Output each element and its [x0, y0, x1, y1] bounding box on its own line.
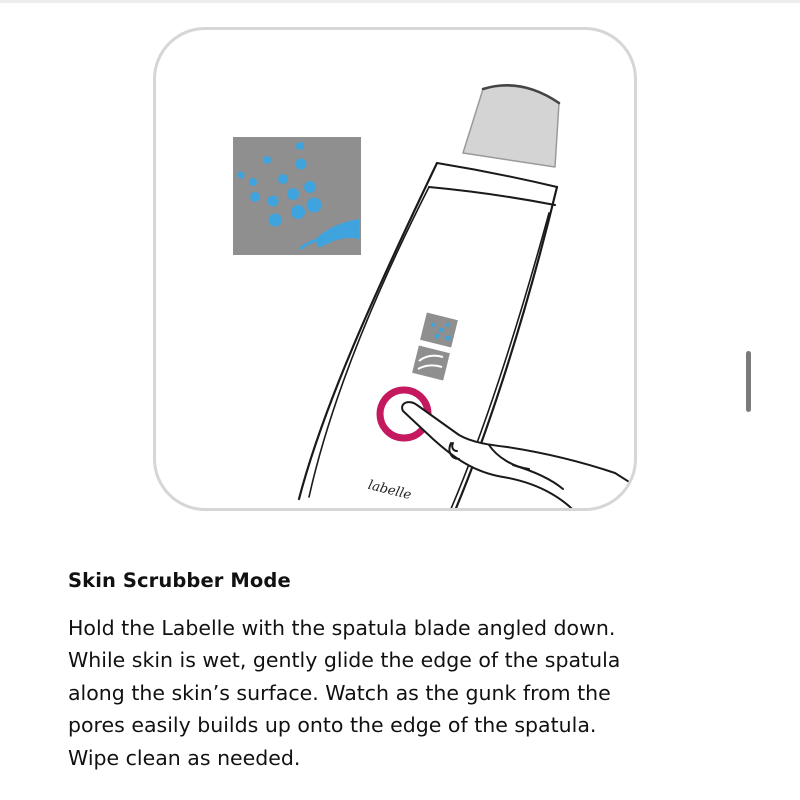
description-line: Wipe clean as needed. — [68, 745, 301, 770]
description-line: along the skin’s surface. Watch as the gunk from the — [68, 680, 611, 705]
finger-press-icon — [402, 402, 637, 511]
scrollbar-thumb[interactable] — [746, 351, 751, 412]
top-divider — [0, 0, 800, 3]
scrubber-mode-icon — [412, 313, 458, 381]
caption-section — [68, 566, 748, 774]
product-illustration-card — [153, 27, 637, 511]
section-title: Skin Scrubber Mode — [68, 569, 291, 592]
description-line: pores easily builds up onto the edge of the spatula. — [68, 713, 597, 738]
water-spray-icon — [233, 137, 361, 255]
description-line: While skin is wet, gently glide the edge of the spatula — [68, 648, 621, 673]
description-line: Hold the Labelle with the spatula blade angled down. — [68, 616, 616, 640]
device-brand-logo: labelle — [366, 477, 413, 504]
section-description — [68, 612, 748, 774]
skin-scrubber-illustration — [153, 27, 637, 511]
